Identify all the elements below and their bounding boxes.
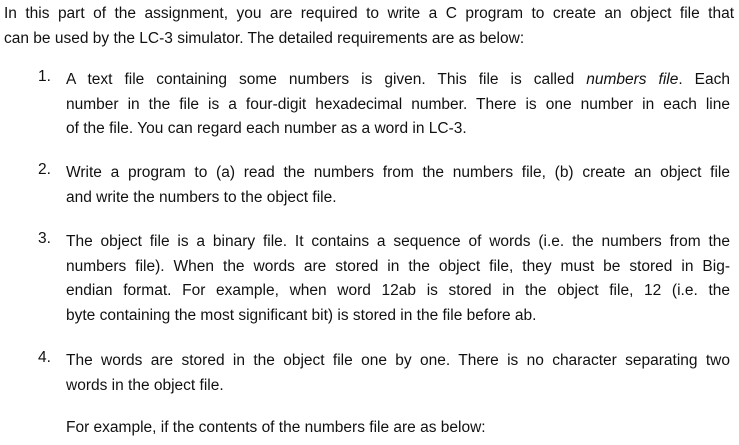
list-item-line: words in the object file. bbox=[66, 376, 224, 394]
italic-term: numbers file bbox=[586, 71, 679, 88]
list-item-text bbox=[66, 349, 730, 398]
list-item-number: 1. bbox=[38, 68, 51, 85]
list-item-line: of the file. You can regard each number as a word in LC-3. bbox=[66, 120, 467, 137]
list-item-line: The words are stored in the object file one by one. There is no character separating two bbox=[66, 352, 730, 369]
list-item-text bbox=[66, 161, 730, 210]
list-item bbox=[38, 230, 730, 328]
list-item-line: endian format. For example, when word 12ab is stored in the object file, 12 (i.e. the bbox=[66, 282, 730, 299]
intro-line-2: can be used by the LC-3 simulator. The detailed requirements are as below: bbox=[4, 30, 525, 47]
list-item-text bbox=[66, 230, 730, 328]
list-item-line-tail: . Each bbox=[678, 71, 730, 88]
list-item-line: Write a program to (a) read the numbers from the numbers file, (b) create an object file bbox=[66, 164, 730, 181]
list-item bbox=[38, 161, 730, 210]
list-item-line: and write the numbers to the object file. bbox=[66, 188, 337, 206]
intro-line-1: In this part of the assignment, you are required to write a C program to create an object file that bbox=[4, 5, 734, 22]
list-item-line bbox=[66, 68, 730, 93]
intro-paragraph bbox=[4, 1, 734, 51]
list-item bbox=[38, 68, 730, 142]
list-item-text bbox=[66, 68, 730, 142]
example-intro: For example, if the contents of the numbers file are as below: bbox=[66, 419, 486, 436]
list-item-line: number in the file is a four-digit hexadecimal number. There is one number in each line bbox=[66, 95, 730, 113]
list-item-line: The object file is a binary file. It contains a sequence of words (i.e. the numbers from the bbox=[66, 233, 730, 250]
list-item-line-text: A text file containing some numbers is given. This file is called bbox=[66, 71, 575, 88]
list-item-number: 2. bbox=[38, 161, 51, 178]
list-item-line: numbers file). When the words are stored in the object file, they must be stored in Big- bbox=[66, 257, 730, 275]
list-item-line: byte containing the most significant bit) is stored in the file before ab. bbox=[66, 306, 537, 324]
list-item-number: 4. bbox=[38, 349, 51, 366]
list-item-number: 3. bbox=[38, 230, 51, 247]
list-item bbox=[38, 349, 730, 398]
